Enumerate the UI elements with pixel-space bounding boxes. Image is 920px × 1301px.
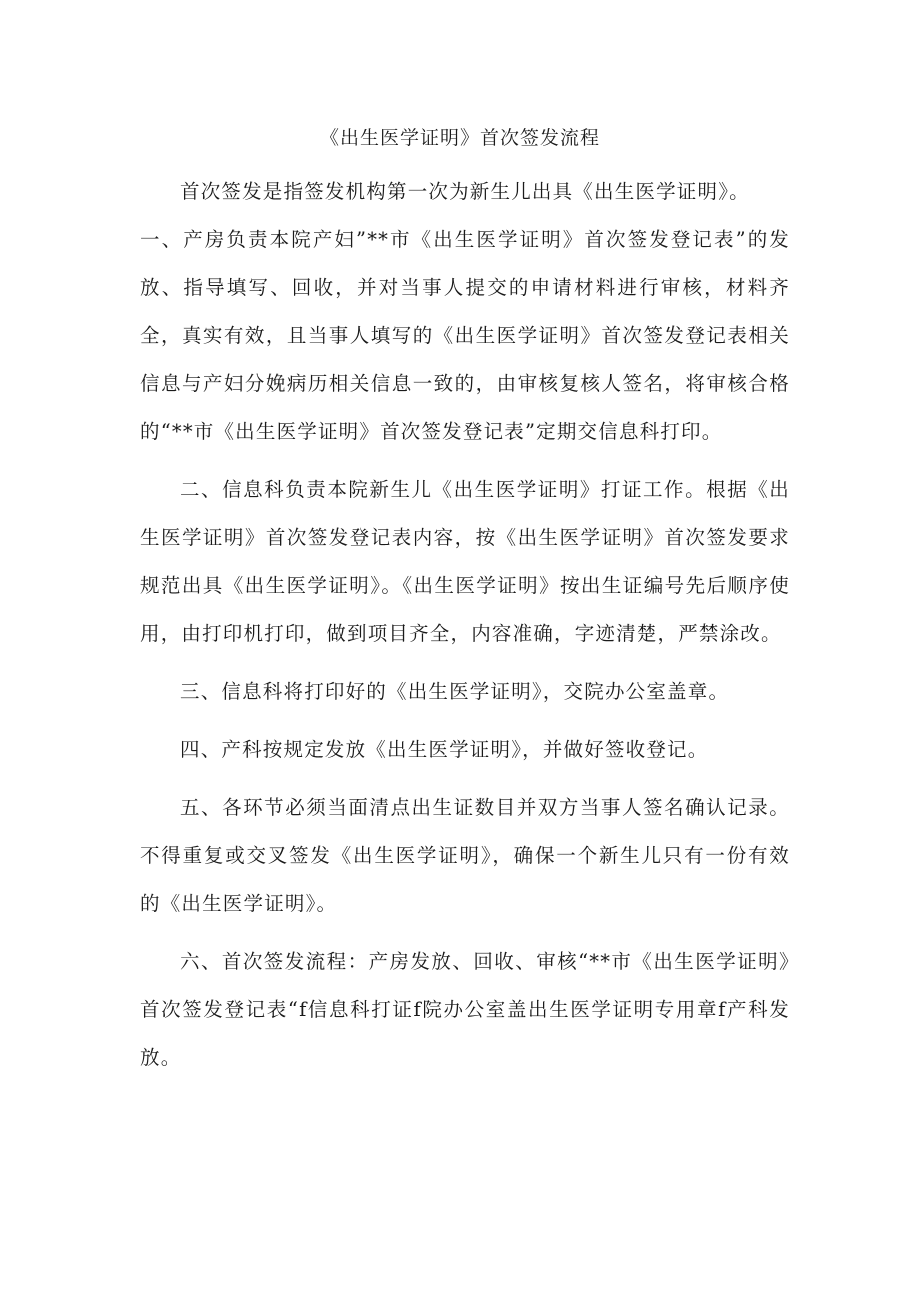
document-body	[140, 168, 790, 1082]
paragraph-intro: 首次签发是指签发机构第一次为新生儿出具《出生医学证明》。	[180, 180, 750, 203]
paragraph-item-1: 一、产房负责本院产妇”**市《出生医学证明》首次签发登记表”的发放、指导填写、回收，并对当事人提交的申请材料进行审核，材料齐全，真实有效，且当事人填写的《出生医学证明》首次签发登记表相关信息与产妇分娩病历相关信息一致的，由审核复核人签名，将审核合格的“**市《出生医学证明》首次签发登记表”定期交信息科打印。	[140, 228, 790, 443]
paragraph-item-2: 二、信息科负责本院新生儿《出生医学证明》打证工作。根据《出生医学证明》首次签发登记表内容，按《出生医学证明》首次签发要求规范出具《出生医学证明》。《出生医学证明》按出生证编号先后顺序使用，由打印机打印，做到项目齐全，内容准确，字迹清楚，严禁涂改。	[140, 478, 790, 645]
document-title: 《出生医学证明》首次签发流程	[319, 127, 600, 149]
paragraph-item-6: 六、首次签发流程：产房发放、回收、审核“**市《出生医学证明》首次签发登记表“f信息科打证f院办公室盖出生医学证明专用章f产科发放。	[140, 950, 790, 1069]
paragraph-item-4: 四、产科按规定发放《出生医学证明》，并做好签收登记。	[180, 738, 709, 761]
paragraph-item-3: 三、信息科将打印好的《出生医学证明》，交院办公室盖章。	[180, 680, 730, 703]
paragraph-item-5: 五、各环节必须当面清点出生证数目并双方当事人签名确认记录。不得重复或交叉签发《出生医学证明》，确保一个新生儿只有一份有效的《出生医学证明》。	[140, 796, 790, 915]
